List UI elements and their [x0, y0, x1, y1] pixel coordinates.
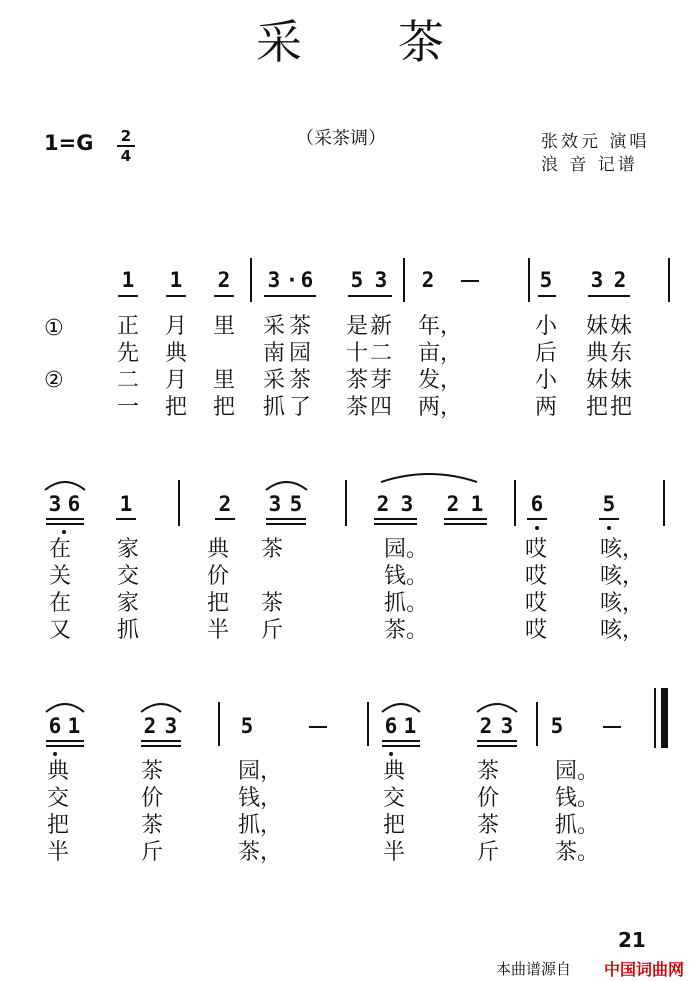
system2-lyric: 家 — [116, 537, 139, 562]
page-number: 21 — [618, 928, 646, 952]
system2-note: 5 — [602, 492, 616, 516]
slur — [381, 700, 421, 714]
system3-note: 5 — [240, 714, 254, 738]
beam-underline — [444, 523, 487, 525]
beam-underline — [46, 740, 84, 742]
system2-lyric: 抓 — [116, 618, 139, 643]
system3-note: 1 — [403, 714, 417, 738]
system3-lyric: 茶 — [140, 813, 163, 838]
system1-lyric: 年， — [418, 314, 463, 339]
system3-lyric: 斤 — [476, 840, 499, 865]
system1-lyric: 了 — [288, 395, 311, 420]
system1-dash — [461, 280, 479, 282]
system3-lyric: 交 — [382, 786, 405, 811]
system1-lyric: 里 — [212, 368, 235, 393]
beam-underline — [46, 523, 84, 525]
slur — [380, 470, 478, 484]
barline — [367, 702, 369, 746]
system1-lyric: 采 — [262, 314, 285, 339]
beam-underline — [141, 740, 181, 742]
barline — [668, 258, 670, 302]
system2-note: 2 — [218, 492, 232, 516]
system3-lyric: 半 — [382, 840, 405, 865]
system2-lyric: 园。 — [384, 537, 429, 562]
beam-underline — [538, 295, 556, 297]
system1-lyric: 把 — [164, 395, 187, 420]
system1-lyric: 把 — [585, 395, 608, 420]
beam-underline — [599, 518, 619, 520]
system1-lyric: 亩， — [418, 341, 463, 366]
beam-underline — [46, 518, 84, 520]
system1-lyric: 园 — [288, 341, 311, 366]
slur — [45, 700, 85, 714]
slur — [476, 700, 518, 714]
system2-note: 5 — [289, 492, 303, 516]
system2-lyric: 在 — [48, 591, 71, 616]
system3-dash — [309, 726, 327, 728]
system2-note: 6 — [67, 492, 81, 516]
slur — [44, 478, 86, 492]
system3-note: 2 — [143, 714, 157, 738]
beam-underline — [374, 518, 417, 520]
octave-dot — [607, 526, 611, 530]
beam-underline — [348, 295, 392, 297]
system3-lyric: 抓， — [238, 813, 283, 838]
system1-lyric: 里 — [212, 314, 235, 339]
system2-lyric: 咳， — [600, 564, 645, 589]
system2-lyric: 茶 — [260, 591, 283, 616]
system3-dash — [603, 726, 621, 728]
system2-note: 1 — [470, 492, 484, 516]
system1-lyric: 后 — [534, 341, 557, 366]
octave-dot — [535, 526, 539, 530]
system1-lyric: 抓 — [262, 395, 285, 420]
system3-lyric: 园。 — [555, 759, 600, 784]
beam-underline — [444, 518, 487, 520]
system1-lyric: 是 — [345, 314, 368, 339]
system1-lyric: 发， — [418, 368, 463, 393]
barline — [218, 702, 220, 746]
system2-lyric: 家 — [116, 591, 139, 616]
system1-lyric: 茶 — [288, 368, 311, 393]
system3-lyric: 茶， — [238, 840, 283, 865]
system2-lyric: 又 — [48, 618, 71, 643]
footer-site-name: 中国词曲网 — [604, 960, 685, 979]
system1-lyric: 妹 — [609, 314, 632, 339]
beam-underline — [46, 745, 84, 747]
barline — [514, 480, 516, 526]
beam-underline — [382, 740, 420, 742]
system3-lyric: 把 — [46, 813, 69, 838]
system2-lyric: 把 — [206, 591, 229, 616]
system3-lyric: 钱。 — [555, 786, 600, 811]
system3-note: 1 — [67, 714, 81, 738]
barline — [528, 258, 530, 302]
system1-lyric: 一 — [116, 395, 139, 420]
system1-lyric: 茶 — [288, 314, 311, 339]
barline — [345, 480, 347, 526]
barline — [403, 258, 405, 302]
time-signature-top: 2 — [120, 127, 132, 145]
system1-note: 3 — [374, 268, 388, 292]
system1-lyric: 小 — [534, 368, 557, 393]
system1-lyric: 新 — [369, 314, 392, 339]
system1-lyric: 芽 — [369, 368, 392, 393]
barline — [663, 480, 665, 526]
system1-note: · — [285, 268, 299, 292]
system1-note: 2 — [421, 268, 435, 292]
barline — [654, 688, 656, 748]
system1-lyric: 妹 — [585, 314, 608, 339]
system2-lyric: 半 — [206, 618, 229, 643]
system1-lyric: 茶 — [345, 368, 368, 393]
system2-lyric: 关 — [48, 564, 71, 589]
system1-lyric: 典 — [164, 341, 187, 366]
system3-lyric: 钱， — [238, 786, 283, 811]
slur — [265, 478, 308, 492]
system2-lyric: 斤 — [260, 618, 283, 643]
time-signature-bottom: 4 — [120, 147, 132, 165]
system1-note: 1 — [121, 268, 135, 292]
system2-lyric: 价 — [206, 564, 229, 589]
system1-lyric: 妹 — [585, 368, 608, 393]
system1-lyric: 东 — [609, 341, 632, 366]
system1-lyric: 二 — [369, 341, 392, 366]
system3-note: 2 — [479, 714, 493, 738]
singer-credit: 张效元 演唱 — [541, 132, 650, 152]
system1-note: 6 — [300, 268, 314, 292]
system1-lyric: 把 — [609, 395, 632, 420]
system1-lyric: 南 — [262, 341, 285, 366]
system3-note: 6 — [48, 714, 62, 738]
system2-lyric: 钱。 — [384, 564, 429, 589]
system3-note: 3 — [500, 714, 514, 738]
slur — [140, 700, 182, 714]
system2-lyric: 哎 — [524, 564, 547, 589]
beam-underline — [477, 745, 517, 747]
system2-note: 3 — [268, 492, 282, 516]
system2-note: 2 — [376, 492, 390, 516]
time-signature — [117, 128, 135, 164]
beam-underline — [215, 518, 235, 520]
system3-lyric: 把 — [382, 813, 405, 838]
system3-lyric: 斤 — [140, 840, 163, 865]
system1-note: 1 — [169, 268, 183, 292]
system2-lyric: 抓。 — [384, 591, 429, 616]
barline — [536, 702, 538, 746]
beam-underline — [116, 518, 136, 520]
system2-lyric: 茶。 — [384, 618, 429, 643]
system1-lyric: 典 — [585, 341, 608, 366]
system2-note: 1 — [119, 492, 133, 516]
beam-underline — [382, 745, 420, 747]
beam-underline — [214, 295, 234, 297]
barline — [250, 258, 252, 302]
system1-note: 2 — [217, 268, 231, 292]
system2-note: 2 — [446, 492, 460, 516]
system1-note: 3 — [267, 268, 281, 292]
system3-note: 3 — [164, 714, 178, 738]
system2-note: 6 — [530, 492, 544, 516]
footer-source-label: 本曲谱源自 — [496, 960, 572, 978]
final-barline — [661, 688, 668, 748]
octave-dot — [62, 530, 66, 534]
system1-note: 5 — [350, 268, 364, 292]
system1-lyric: 月 — [164, 368, 187, 393]
system3-note: 6 — [384, 714, 398, 738]
system2-lyric: 哎 — [524, 591, 547, 616]
system3-lyric: 半 — [46, 840, 69, 865]
beam-underline — [588, 295, 630, 297]
system2-note: 3 — [400, 492, 414, 516]
system3-lyric: 价 — [476, 786, 499, 811]
system2-lyric: 哎 — [524, 618, 547, 643]
system3-note: 5 — [550, 714, 564, 738]
beam-underline — [141, 745, 181, 747]
beam-underline — [266, 518, 306, 520]
system1-lyric: 两， — [418, 395, 463, 420]
beam-underline — [166, 295, 186, 297]
verse-mark-2: ② — [44, 368, 64, 393]
system1-lyric: 月 — [164, 314, 187, 339]
song-subtitle: （采茶调） — [296, 128, 386, 149]
verse-mark-1: ① — [44, 316, 64, 341]
system3-lyric: 价 — [140, 786, 163, 811]
system3-lyric: 园， — [238, 759, 283, 784]
octave-dot — [389, 752, 393, 756]
key-signature: 1=G — [44, 131, 94, 155]
system1-note: 5 — [539, 268, 553, 292]
system3-lyric: 典 — [382, 759, 405, 784]
system2-lyric: 典 — [206, 537, 229, 562]
system1-note: 2 — [613, 268, 627, 292]
system1-lyric: 十 — [345, 341, 368, 366]
beam-underline — [477, 740, 517, 742]
octave-dot — [53, 752, 57, 756]
beam-underline — [266, 523, 306, 525]
system2-lyric: 咳， — [600, 591, 645, 616]
system1-lyric: 妹 — [609, 368, 632, 393]
system2-lyric: 在 — [48, 537, 71, 562]
system2-lyric: 茶 — [260, 537, 283, 562]
system3-lyric: 茶。 — [555, 840, 600, 865]
system1-lyric: 先 — [116, 341, 139, 366]
notation-credit: 浪 音 记谱 — [541, 155, 638, 175]
system1-lyric: 茶 — [345, 395, 368, 420]
system1-lyric: 正 — [116, 314, 139, 339]
barline — [178, 480, 180, 526]
system1-lyric: 两 — [534, 395, 557, 420]
song-title: 采茶 — [256, 15, 540, 69]
system1-lyric: 四 — [369, 395, 392, 420]
system1-lyric: 把 — [212, 395, 235, 420]
system3-lyric: 茶 — [140, 759, 163, 784]
system2-lyric: 哎 — [524, 537, 547, 562]
system2-note: 3 — [48, 492, 62, 516]
system3-lyric: 抓。 — [555, 813, 600, 838]
system3-lyric: 茶 — [476, 759, 499, 784]
system2-lyric: 咳， — [600, 618, 645, 643]
system1-lyric: 二 — [116, 368, 139, 393]
system1-lyric: 采 — [262, 368, 285, 393]
system3-lyric: 茶 — [476, 813, 499, 838]
system3-lyric: 典 — [46, 759, 69, 784]
beam-underline — [118, 295, 138, 297]
system2-lyric: 咳， — [600, 537, 645, 562]
system2-lyric: 交 — [116, 564, 139, 589]
system1-lyric: 小 — [534, 314, 557, 339]
beam-underline — [374, 523, 417, 525]
beam-underline — [527, 518, 547, 520]
beam-underline — [264, 295, 316, 297]
system3-lyric: 交 — [46, 786, 69, 811]
system1-note: 3 — [590, 268, 604, 292]
